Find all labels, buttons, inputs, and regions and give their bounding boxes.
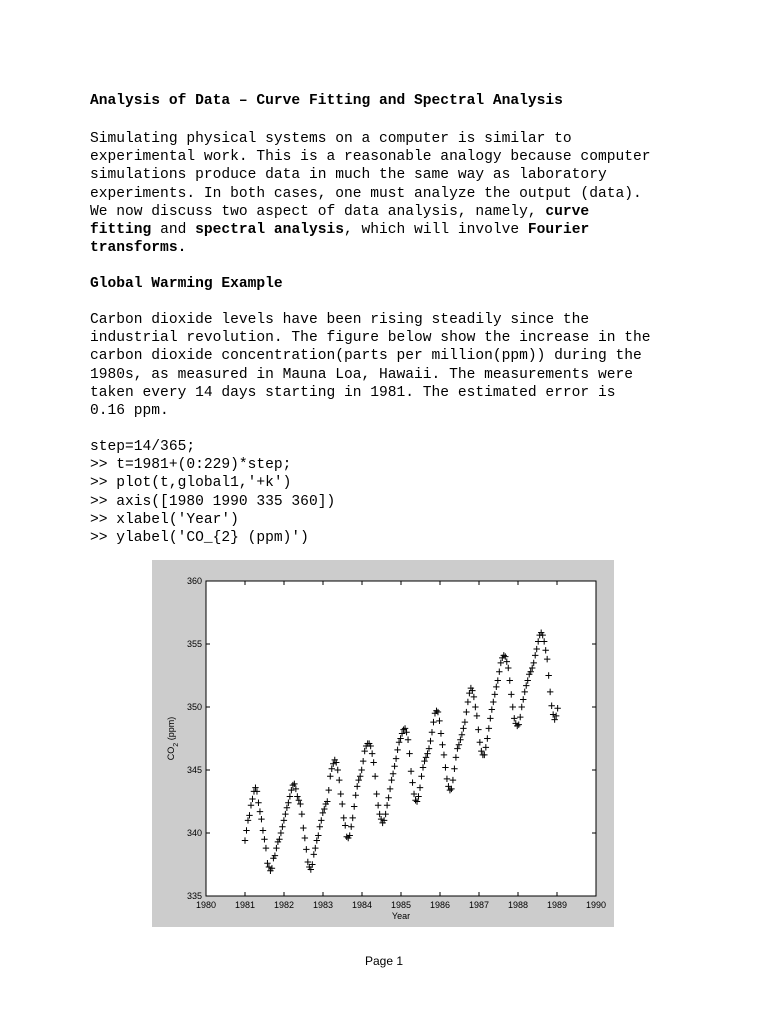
y-tick-label: 340 bbox=[186, 828, 202, 838]
section-line: 1980s, as measured in Mauna Loa, Hawaii. The measurements were bbox=[90, 366, 633, 383]
intro-line: Simulating physical systems on a computer is similar to bbox=[90, 131, 572, 147]
section-line: 0.16 ppm. bbox=[90, 403, 169, 420]
y-tick-label: 355 bbox=[186, 639, 202, 649]
section-line: Carbon dioxide levels have been rising steadily since the bbox=[90, 312, 590, 328]
intro-line: experimental work. This is a reasonable analogy because computer bbox=[90, 149, 651, 166]
emphasis-curve: curve bbox=[545, 203, 590, 220]
y-axis-label: $CO_2$ (ppm) bbox=[166, 716, 180, 761]
x-tick-label: 1981 bbox=[234, 900, 256, 910]
code-line: >> axis([1980 1990 335 360]) bbox=[90, 493, 336, 510]
section-line: industrial revolution. The figure below show the increase in the bbox=[90, 330, 651, 347]
x-tick-label: 1987 bbox=[468, 900, 490, 910]
intro-paragraph bbox=[90, 130, 690, 257]
y-tick-label: 350 bbox=[186, 702, 202, 712]
intro-text: , which will involve bbox=[344, 222, 528, 239]
code-line: >> t=1981+(0:229)*step; bbox=[90, 457, 292, 474]
code-line: step=14/365; bbox=[90, 439, 196, 455]
y-tick-label: 345 bbox=[186, 765, 202, 775]
intro-line: simulations produce data in much the same way as laboratory bbox=[90, 167, 607, 184]
emphasis-spectral-analysis: spectral analysis bbox=[195, 222, 344, 239]
x-tick-label: 1980 bbox=[195, 900, 217, 910]
y-tick-label: 360 bbox=[186, 576, 202, 586]
x-tick-label: 1982 bbox=[273, 900, 295, 910]
section-title: Global Warming Example bbox=[90, 276, 283, 292]
intro-line: experiments. In both cases, one must analyze the output (data). bbox=[90, 185, 642, 202]
code-block bbox=[90, 438, 335, 547]
co2-figure bbox=[152, 560, 614, 927]
section-line: taken every 14 days starting in 1981. The estimated error is bbox=[90, 384, 616, 401]
x-tick-label: 1986 bbox=[429, 900, 451, 910]
intro-text: and bbox=[151, 222, 196, 239]
emphasis-fourier: Fourier bbox=[527, 222, 590, 239]
x-tick-label: 1990 bbox=[585, 900, 607, 910]
emphasis-fitting: fitting bbox=[90, 222, 152, 239]
intro-line: We now discuss two aspect of data analysis, namely, bbox=[90, 203, 546, 220]
page-number: Page 1 bbox=[364, 954, 404, 968]
x-tick-label: 1989 bbox=[546, 900, 568, 910]
emphasis-transforms: transforms. bbox=[90, 240, 187, 257]
x-axis-label: Year bbox=[391, 911, 411, 921]
x-tick-label: 1988 bbox=[507, 900, 529, 910]
section-paragraph bbox=[90, 311, 690, 420]
section-line: carbon dioxide concentration(parts per million(ppm)) during the bbox=[90, 348, 642, 365]
y-tick-label: 335 bbox=[186, 891, 202, 901]
document-title: Analysis of Data – Curve Fitting and Spectral Analysis bbox=[90, 93, 563, 109]
code-line: >> ylabel('CO_{2} (ppm)') bbox=[90, 530, 309, 547]
x-tick-label: 1984 bbox=[351, 900, 373, 910]
x-tick-label: 1985 bbox=[390, 900, 412, 910]
code-line: >> plot(t,global1,'+k') bbox=[90, 475, 292, 492]
code-line: >> xlabel('Year') bbox=[90, 511, 239, 528]
x-tick-label: 1983 bbox=[312, 900, 334, 910]
co2-scatter-plot bbox=[152, 560, 614, 927]
